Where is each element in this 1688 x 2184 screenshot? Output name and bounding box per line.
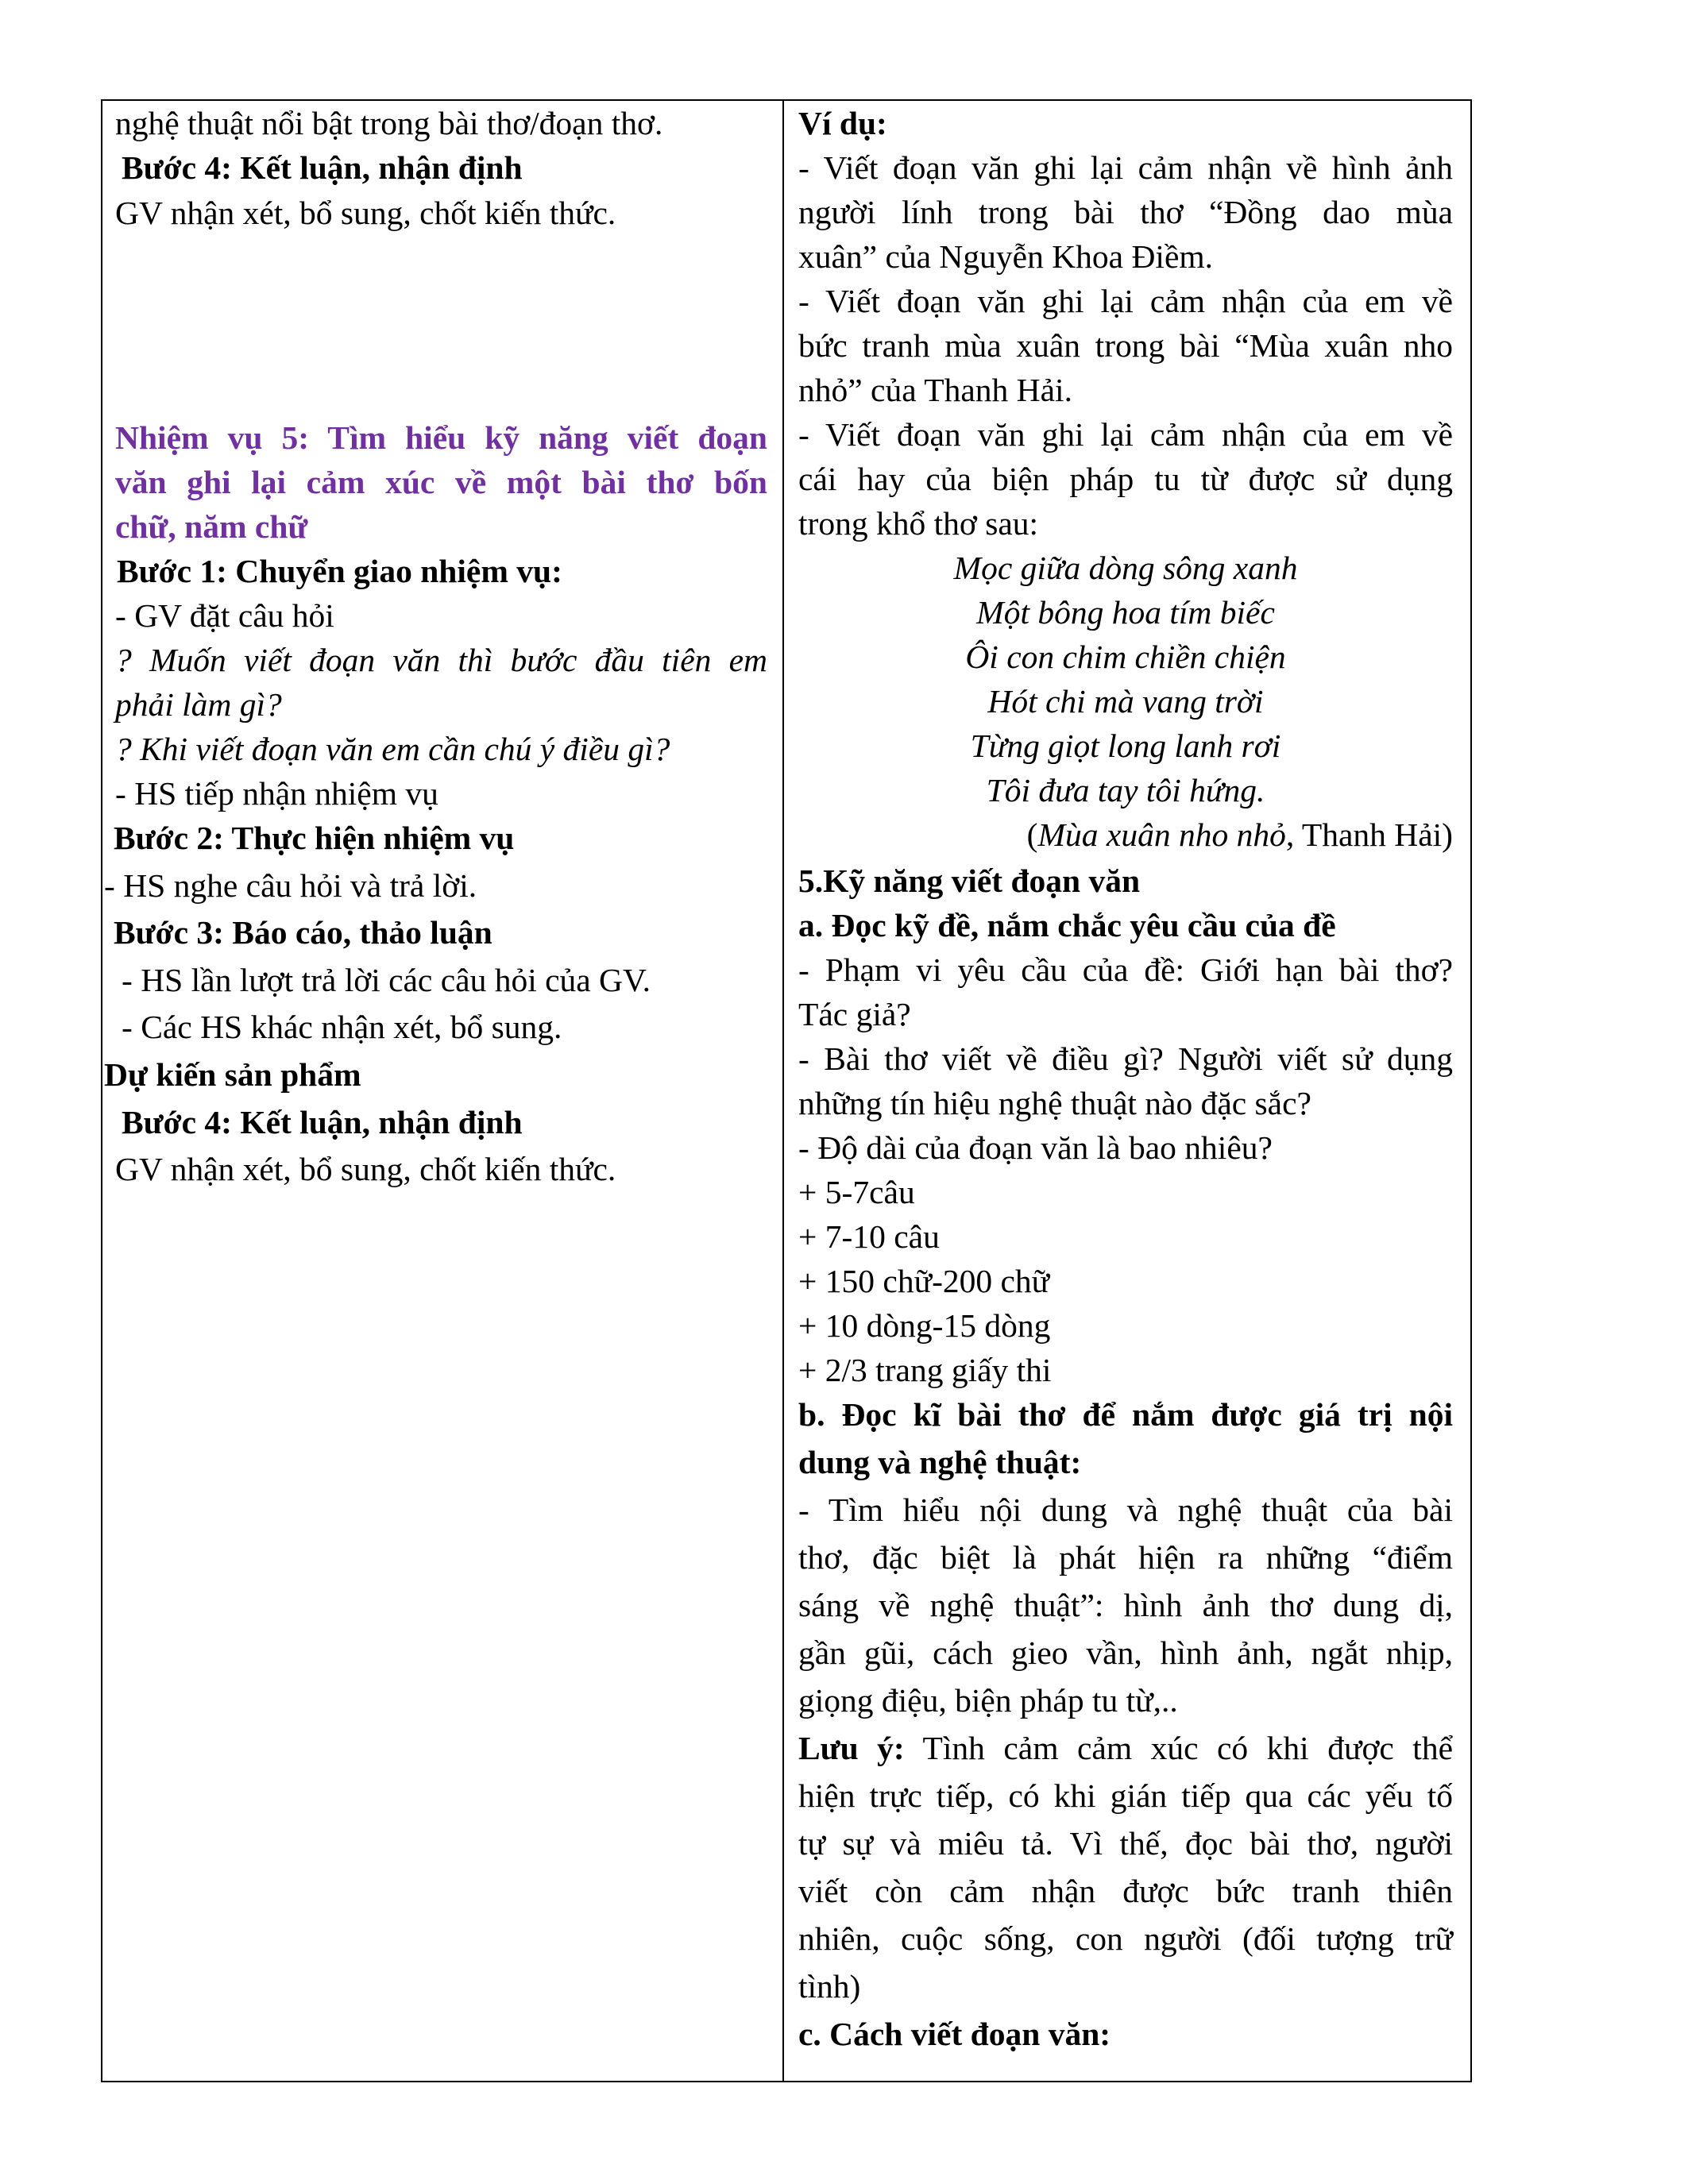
text-line: - Tìm hiểu nội dung và nghệ thuật của bài — [798, 1491, 1453, 1528]
text-line: - Viết đoạn văn ghi lại cảm nhận của em về — [798, 416, 1453, 453]
note-line: tự sự và miêu tả. Vì thế, đọc bài thơ, người — [798, 1825, 1453, 1862]
section-5-heading: 5.Kỹ năng viết đoạn văn — [798, 862, 1141, 899]
task-5-title: chữ, năm chữ — [115, 508, 308, 545]
text-line: cái hay của biện pháp tu từ được sử dụng — [798, 461, 1453, 497]
teacher-activity-column — [102, 101, 784, 2081]
poem-source-open: ( — [1026, 816, 1038, 853]
text-line: gần gũi, cách gieo vần, hình ảnh, ngắt nhịp, — [798, 1634, 1453, 1671]
text-line: sáng về nghệ thuật”: hình ảnh thơ dung dị, — [798, 1587, 1453, 1623]
poem-line: Tôi đưa tay tôi hứng. — [986, 772, 1265, 808]
poem-line: Hót chi mà vang trời — [987, 683, 1264, 720]
text-line: nghệ thuật nổi bật trong bài thơ/đoạn thơ. — [115, 105, 663, 141]
step-3-heading: Bước 3: Báo cáo, thảo luận — [114, 914, 492, 951]
task-5-title: văn ghi lại cảm xúc về một bài thơ bốn — [115, 464, 767, 500]
expected-product-heading: Dự kiến sản phẩm — [104, 1056, 361, 1093]
text-line: - Các HS khác nhận xét, bổ sung. — [122, 1009, 562, 1045]
example-heading: Ví dụ: — [798, 105, 887, 141]
poem-line: Một bông hoa tím biếc — [976, 594, 1275, 631]
text-line: - HS nghe câu hỏi và trả lời. — [104, 867, 477, 904]
poem-source-title: Mùa xuân nho nhỏ — [1037, 816, 1286, 853]
poem-line: Ôi con chim chiền chiện — [965, 639, 1286, 675]
section-b-heading: b. Đọc kĩ bài thơ để nắm được giá trị nội — [798, 1396, 1453, 1433]
step-2-heading: Bước 2: Thực hiện nhiệm vụ — [114, 820, 515, 856]
section-b-heading: dung và nghệ thuật: — [798, 1444, 1082, 1480]
question-line: ? Khi viết đoạn văn em cần chú ý điều gì? — [115, 731, 670, 767]
text-line: - GV đặt câu hỏi — [115, 597, 334, 634]
poem-source-author: , Thanh Hải) — [1285, 816, 1453, 853]
length-option: + 2/3 trang giấy thi — [798, 1352, 1052, 1388]
note-line: hiện trực tiếp, có khi gián tiếp qua các yếu tố — [798, 1777, 1453, 1814]
text-line: - Viết đoạn văn ghi lại cảm nhận của em về — [798, 283, 1453, 319]
poem-line: Từng giọt long lanh rơi — [970, 727, 1281, 764]
lesson-table — [101, 99, 1472, 2082]
step-4-heading: Bước 4: Kết luận, nhận định — [122, 149, 523, 186]
text-line: thơ, đặc biệt là phát hiện ra những “điểm — [798, 1539, 1453, 1576]
text-line: - Phạm vi yêu cầu của đề: Giới hạn bài thơ? — [798, 951, 1453, 988]
text-line: xuân” của Nguyễn Khoa Điềm. — [798, 238, 1214, 275]
text-line: - Độ dài của đoạn văn là bao nhiêu? — [798, 1129, 1273, 1166]
text-line: bức tranh mùa xuân trong bài “Mùa xuân nho — [798, 327, 1453, 364]
poem-line: Mọc giữa dòng sông xanh — [953, 550, 1298, 586]
text-line: người lính trong bài thơ “Đồng dao mùa — [798, 194, 1453, 230]
note-line: nhiên, cuộc sống, con người (đối tượng trữ — [798, 1920, 1453, 1957]
note-line: viết còn cảm nhận được bức tranh thiên — [798, 1873, 1453, 1909]
question-line: ? Muốn viết đoạn văn thì bước đầu tiên em — [115, 642, 767, 678]
note-line: tình) — [798, 1968, 861, 2005]
text-line: trong khổ thơ sau: — [798, 505, 1039, 542]
note-text: Tình cảm cảm xúc có khi được thể — [904, 1730, 1454, 1766]
text-line: giọng điệu, biện pháp tu từ,.. — [798, 1682, 1178, 1719]
task-5-title: Nhiệm vụ 5: Tìm hiểu kỹ năng viết đoạn — [115, 419, 767, 456]
text-line: nhỏ” của Thanh Hải. — [798, 372, 1072, 408]
section-a-heading: a. Đọc kỹ đề, nắm chắc yêu cầu của đề — [798, 907, 1336, 943]
length-option: + 10 dòng-15 dòng — [798, 1307, 1051, 1344]
text-line: - Bài thơ viết về điều gì? Người viết sử dụng — [798, 1040, 1453, 1077]
text-line: - HS tiếp nhận nhiệm vụ — [115, 775, 438, 812]
length-option: + 5-7câu — [798, 1174, 915, 1210]
question-line: phải làm gì? — [115, 686, 282, 723]
text-line: GV nhận xét, bổ sung, chốt kiến thức. — [115, 195, 616, 231]
step-1-heading: Bước 1: Chuyển giao nhiệm vụ: — [117, 553, 562, 589]
length-option: + 7-10 câu — [798, 1218, 940, 1255]
note-label: Lưu ý: — [798, 1730, 905, 1766]
text-line: - Viết đoạn văn ghi lại cảm nhận về hình ảnh — [798, 149, 1453, 186]
note-line — [798, 1726, 1453, 1770]
text-line: - HS lần lượt trả lời các câu hỏi của GV. — [122, 962, 651, 998]
text-line: GV nhận xét, bổ sung, chốt kiến thức. — [115, 1151, 616, 1187]
section-c-heading: c. Cách viết đoạn văn: — [798, 2016, 1111, 2052]
content-column — [784, 101, 1470, 2081]
step-4-heading: Bước 4: Kết luận, nhận định — [122, 1104, 523, 1140]
text-line: những tín hiệu nghệ thuật nào đặc sắc? — [798, 1085, 1311, 1121]
length-option: + 150 chữ-200 chữ — [798, 1263, 1050, 1299]
text-line: Tác giả? — [798, 996, 911, 1032]
poem-source — [798, 812, 1453, 857]
